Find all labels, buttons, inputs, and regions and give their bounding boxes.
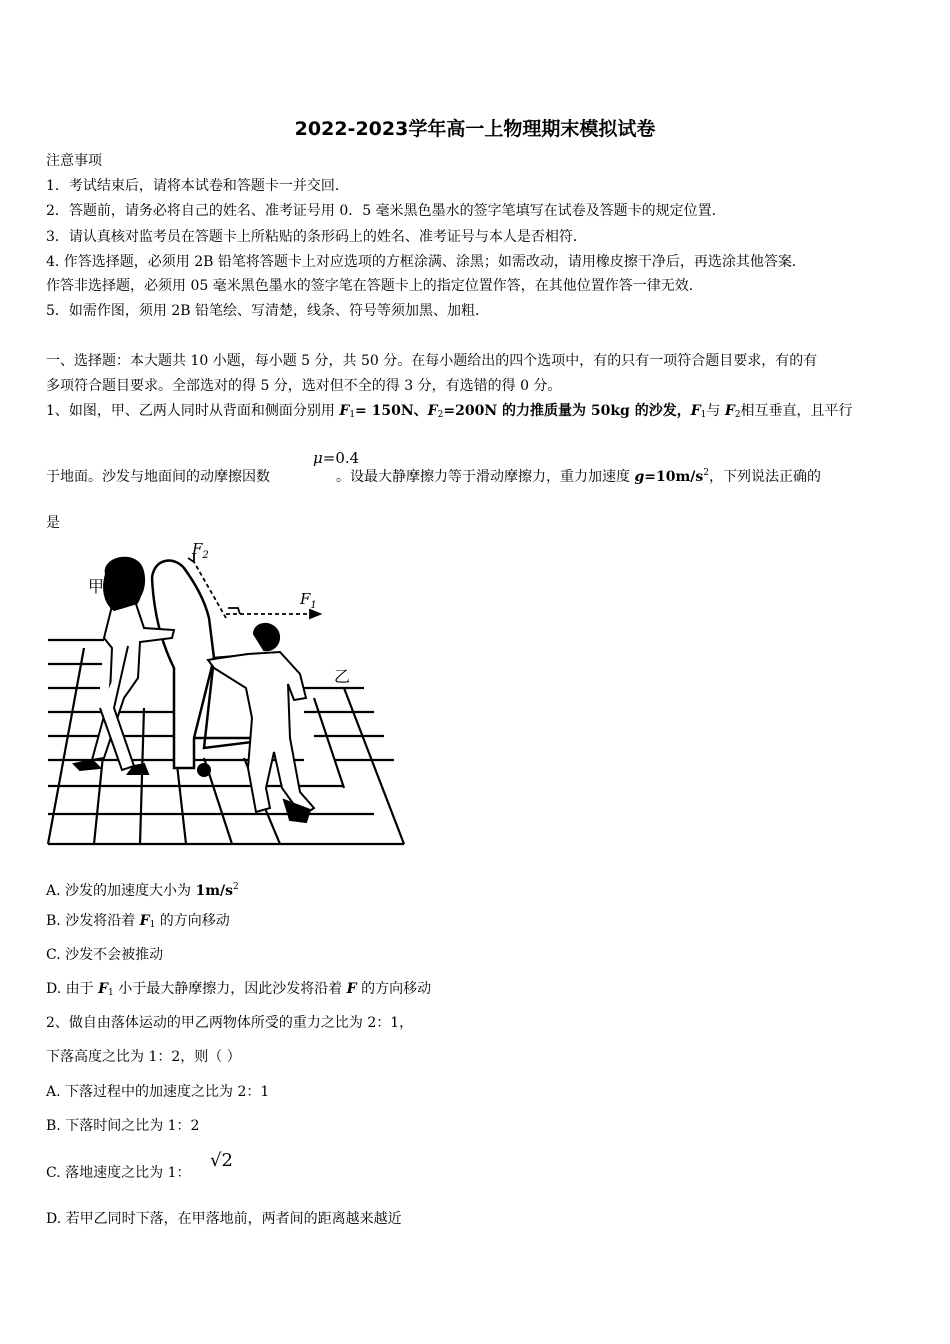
option-b[interactable]: B. 沙发将沿着 $F_1$ 的方向移动 (46, 913, 230, 930)
question-1-stem: 是 (46, 515, 60, 531)
question-2-stem: 2、做自由落体运动的甲乙两物体所受的重力之比为 2：1， (46, 1015, 414, 1031)
notice-item: 作答非选择题，必须用 05 毫米黑色墨水的签字笔在答题卡上的指定位置作答，在其他位置作答一律无效． (46, 278, 703, 294)
sqrt-two: √2 (210, 1150, 233, 1171)
notice-item: 1．考试结束后，请将本试卷和答题卡一并交回． (46, 178, 349, 194)
option-b[interactable]: B. 下落时间之比为 1：2 (46, 1118, 200, 1134)
notice-item: 5．如需作图，须用 2B 铅笔绘、写清楚，线条、符号等须加黑、加粗． (46, 303, 490, 319)
f2-label: $F_2$ (192, 540, 209, 561)
option-c[interactable]: C. 沙发不会被推动 (46, 947, 164, 963)
option-a[interactable]: A. 沙发的加速度大小为 $1m/s^2$ (46, 882, 239, 899)
f1-label: $F_1$ (300, 590, 317, 611)
question-2-stem: 下落高度之比为 1：2，则（ ） (46, 1049, 241, 1065)
notice-item: 4. 作答选择题，必须用 2B 铅笔将答题卡上对应选项的方框涂满、涂黑；如需改动，请用橡皮擦干净后，再选涂其他答案． (46, 254, 806, 270)
sofa-push-figure (44, 538, 414, 854)
section-instructions: 多项符合题目要求。全部选对的得 5 分，选对但不全的得 3 分，有选错的得 0 分。 (46, 378, 562, 394)
notice-item: 2．答题前，请务必将自己的姓名、准考证号用 0．5 毫米黑色墨水的签字笔填写在试卷及答题卡的规定位置． (46, 203, 726, 219)
option-d[interactable]: D. 由于 $F_1$ 小于最大静摩擦力，因此沙发将沿着 F 的方向移动 (46, 981, 432, 998)
section-instructions: 一、选择题：本大题共 10 小题，每小题 5 分，共 50 分。在每小题给出的四个选项中，有的只有一项符合题目要求，有的有 (46, 353, 818, 369)
person-yi-label: 乙 (334, 667, 351, 686)
option-c[interactable]: C. 落地速度之比为 1： (46, 1165, 191, 1181)
question-1-stem: 1、如图，甲、乙两人同时从背面和侧面分别用 $F_1= 150N$、$F_2=200N$ 的力推质量为 50kg 的沙发，$F_1$与 $F_2$相互垂直，且平行 (46, 403, 853, 420)
notice-item: 3．请认真核对监考员在答题卡上所粘贴的条形码上的姓名、准考证号与本人是否相符． (46, 229, 587, 245)
option-a[interactable]: A. 下落过程中的加速度之比为 2：1 (46, 1084, 270, 1100)
person-jia-label: 甲 (88, 577, 105, 596)
question-1-stem: 于地面。沙发与地面间的动摩擦因数 。设最大静摩擦力等于滑动摩擦力，重力加速度 $g=10m/s^2$，下列说法正确的 (46, 468, 822, 485)
option-d[interactable]: D. 若甲乙同时下落，在甲落地前，两者间的距离越来越近 (46, 1211, 402, 1227)
exam-title: 2022-2023学年高一上物理期末模拟试卷 (294, 118, 656, 140)
friction-coefficient: μ=0.4 (313, 449, 360, 467)
notice-heading: 注意事项 (46, 153, 102, 169)
